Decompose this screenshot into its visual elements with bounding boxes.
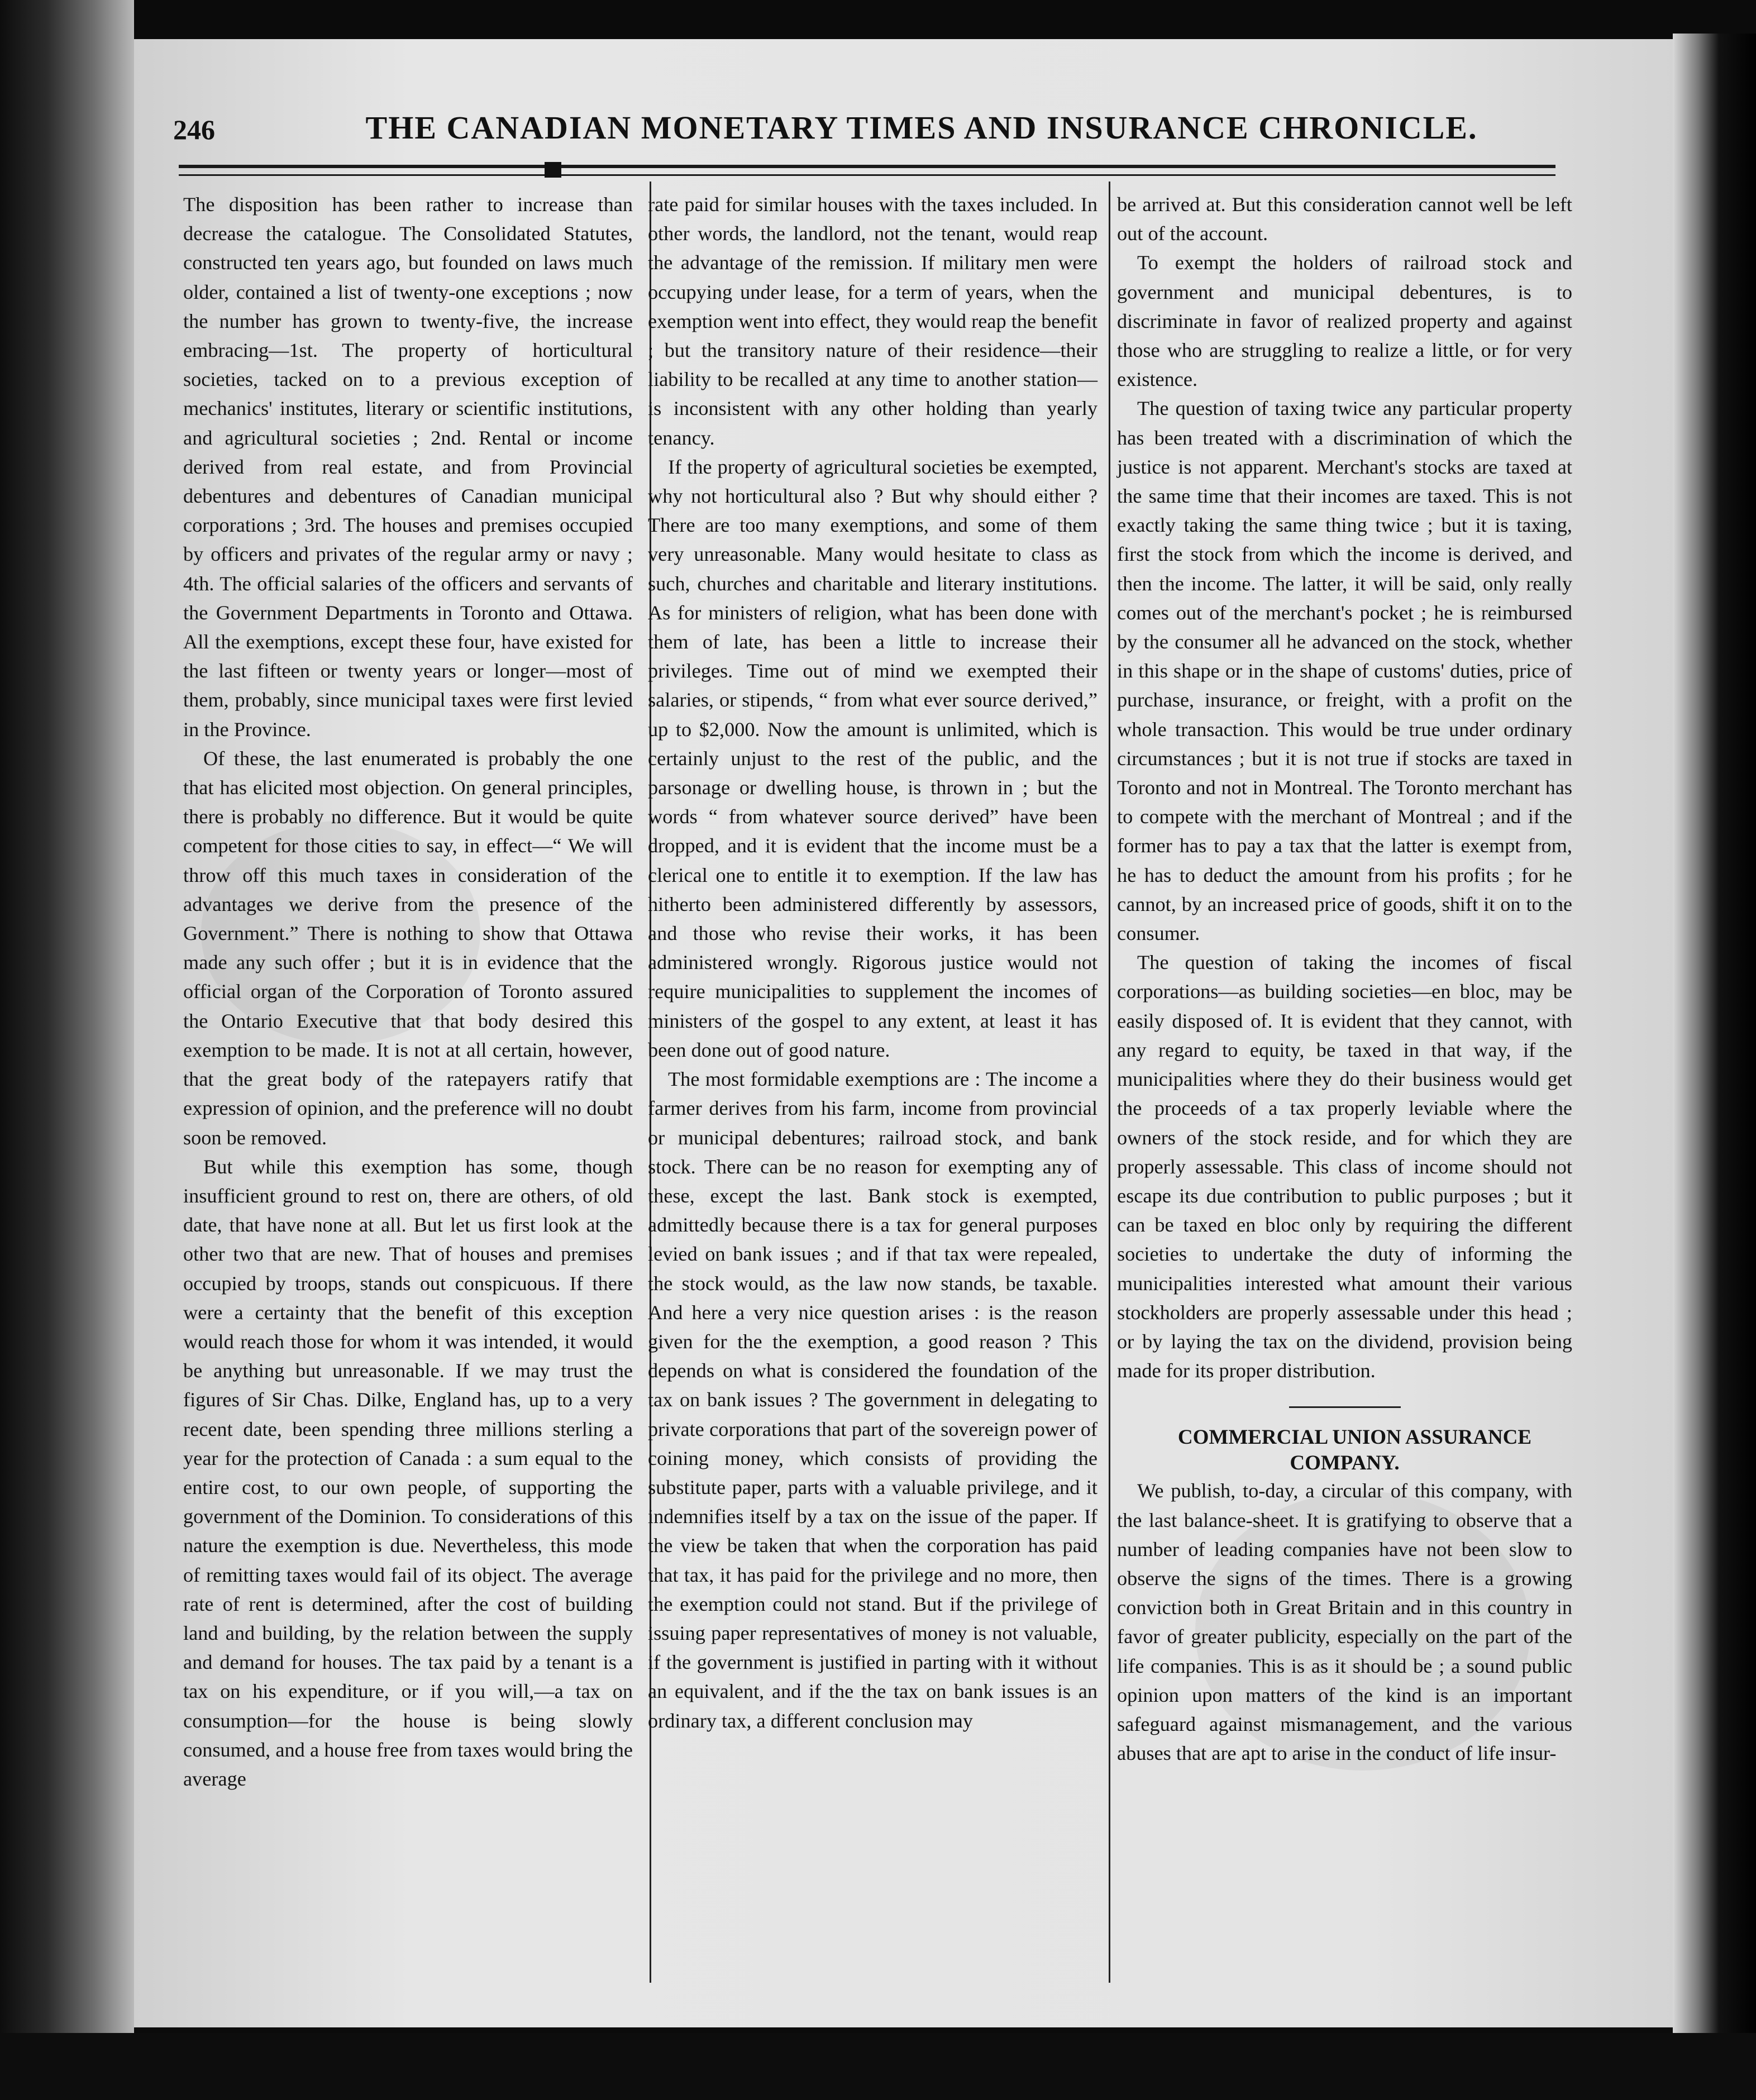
text-column-3 [1117,190,1572,1768]
header-rule-thin [179,174,1555,176]
paragraph: The question of taking the incomes of fiscal corporations—as building societies—en bloc, may be easily disposed of. It is evident that they cannot, with any regard to equity, be taxed in that way, if the municipalities where they do their business would get the proceeds of a tax properly leviable where the owners of the stock reside, and for which they are properly assessable. This class of income should not escape its due contribution to public purposes ; but it can be taxed en bloc only by requiring the different societies to undertake the duty of informing the municipalities interested what amount their various stockholders are properly assessable under this head ; or by laying the tax on the dividend, provision being made for its proper distribution. [1117,951,1572,1382]
page-number: 246 [173,114,215,145]
paragraph: be arrived at. But this consideration cannot well be left out of the account. [1117,193,1572,245]
rule-ornament [545,162,561,178]
paragraph: The most formidable exemptions are : The income a farmer derives from his farm, income from provincial or municipal debentures; railroad stock, and bank stock. There can be no reason for exempting any of these, except the last. Bank stock is exempted, admittedly because there is a tax for general purposes levied on bank issues ; and if that tax were repealed, the stock would, as the law now stands, be taxable. And here a very nice question arises : is the reason given for the the exemption, a good reason ? This depends on what is considered the foundation of the tax on bank issues ? The government in delegating to private corporations that part of the sovereign power of coining money, which consists of providing the substitute paper, parts with a valuable privilege, and it indemnifies itself by a tax on the issue of the paper. If the view be taken that when the corporation has paid that tax, it has paid for the privilege and no more, then the exemption could not stand. But if the privilege of issuing paper representatives of money is not valuable, if the government is justified in parting with it without an equivalent, and if the the tax on bank issues is an ordinary tax, a different conclusion may [648,1068,1098,1732]
article-heading: COMMERCIAL UNION ASSURANCE COMPANY. [1177,1426,1532,1475]
running-head [173,109,1569,154]
column-rule [1109,182,1110,1983]
text-column-1 [183,190,633,1793]
film-border [0,2033,1756,2100]
book-spine-shadow [0,0,134,2100]
article-separator [1289,1406,1401,1408]
journal-title: THE CANADIAN MONETARY TIMES AND INSURANCE CHRONICLE. [365,109,1478,146]
header-rule [179,165,1555,168]
page-edge-shadow [1673,34,1756,2033]
paragraph: We publish, to-day, a circular of this company, with the last balance-sheet. It is gratifying to observe that a number of leading companies have not been slow to observe the signs of the times. There is a growing conviction both in Great Britain and in this country in favor of greater publicity, especially on the part of the life companies. This is as it should be ; a sound public opinion upon matters of the kind is an important safeguard against mismanagement, and the various abuses that are apt to arise in the conduct of life insur- [1117,1479,1572,1765]
paragraph: The disposition has been rather to increase than decrease the catalogue. The Consolidated Statutes, constructed ten years ago, but founded on laws much older, contained a list of twenty-one exceptions ; now the number has grown to twenty-five, the increase embracing—1st. The property of horticultural societies, tacked on to a previous exception of mechanics' institutes, literary or scientific institutions, and agricultural societies ; 2nd. Rental or income derived from real estate, and from Provincial debentures and debentures of Canadian municipal corporations ; 3rd. The houses and premises occupied by officers and privates of the regular army or navy ; 4th. The official salaries of the officers and servants of the Government Departments in Toronto and Ottawa. All the exemptions, except these four, have existed for the last fifteen or twenty years or longer—most of them, probably, since municipal taxes were first levied in the Province. [183,193,633,741]
text-column-2 [648,190,1098,1735]
paragraph: Of these, the last enumerated is probably the one that has elicited most objection. On general principles, there is probably no difference. But it would be quite competent for those cities to say, in effect—“ We will throw off this much taxes in consideration of the advantages we derive from the presence of the Government.” There is nothing to show that Ottawa made any such offer ; but it is in evidence that the official organ of the Corporation of Toronto assured the Ontario Executive that that body desired this exemption to be made. It is not at all certain, however, that the great body of the ratepayers ratify that expression of opinion, and the preference will no doubt soon be removed. [183,747,633,1149]
paragraph: The question of taxing twice any particular property has been treated with a discrimination of which the justice is not apparent. Merchant's stocks are taxed at the same time that their incomes are taxed. This is not exactly taking the same thing twice ; but it is taxing, first the stock from which the income is derived, and then the income. The latter, it will be said, only really comes out of the merchant's pocket ; he is reimbursed by the consumer all he advanced on the stock, whether in this shape or in the shape of customs' duties, price of purchase, insurance, or freight, with a profit on the whole transaction. This would be true under ordinary circumstances ; but it is not true if stocks are taxed in Toronto and not in Montreal. The Toronto merchant has to compete with the merchant of Montreal ; and if the former has to pay a tax that the latter is exempt from, he has to deduct the amount from his profits ; for he cannot, by an increased price of goods, shift it on to the consumer. [1117,397,1572,945]
paragraph: But while this exemption has some, though insufficient ground to rest on, there are others, of old date, that have none at all. But let us first look at the other two that are new. That of houses and premises occupied by troops, stands out conspicuous. If there were a certainty that the benefit of this exception would reach those for whom it was intended, it would be anything but unreasonable. If we may trust the figures of Sir Chas. Dilke, England has, up to a very recent date, been spending three millions sterling a year for the protection of Canada : a sum equal to the entire cost, to our own people, of supporting the government of the Dominion. To considerations of this nature the exemption is due. Nevertheless, this mode of remitting taxes would fail of its object. The average rate of rent is determined, after the cost of building land and building, by the relation between the supply and demand for houses. The tax paid by a tenant is a tax on his expenditure, or if you will,—a tax on consumption—for the house is being slowly consumed, and a house free from taxes would bring the average [183,1155,633,1790]
paragraph: To exempt the holders of railroad stock and government and municipal debentures, is to discriminate in favor of realized property and against those who are struggling to realize a little, or for very existence. [1117,251,1572,391]
paragraph: If the property of agricultural societies be exempted, why not horticultural also ? But why should either ? There are too many exemptions, and some of them very unreasonable. Many would hesitate to class as such, churches and charitable and literary institutions. As for ministers of religion, what has been done with them of late, has been a little to increase their privileges. Time out of mind we exempted their salaries, or stipends, “ from what ever source derived,” up to $2,000. Now the amount is unlimited, which is certainly unjust to the rest of the public, and the parsonage or dwelling house, is thrown in ; but the words “ from whatever source derived” have been dropped, and it is evident that the income must be a clerical one to entitle it to exemption. If the law has hitherto been administered differently by assessors, and those who revise their works, it has been administered wrongly. Rigorous justice would not require municipalities to supplement the incomes of ministers of the gospel to any extent, at least it has been done out of good nature. [648,455,1098,1061]
paragraph: rate paid for similar houses with the taxes included. In other words, the landlord, not the tenant, would reap the advantage of the remission. If military men were occupying under lease, for a term of years, when the exemption went into effect, they would reap the benefit ; but the transitory nature of their residence—their liability to be recalled at any time to another station—is inconsistent with any other holding than yearly tenancy. [648,193,1098,449]
